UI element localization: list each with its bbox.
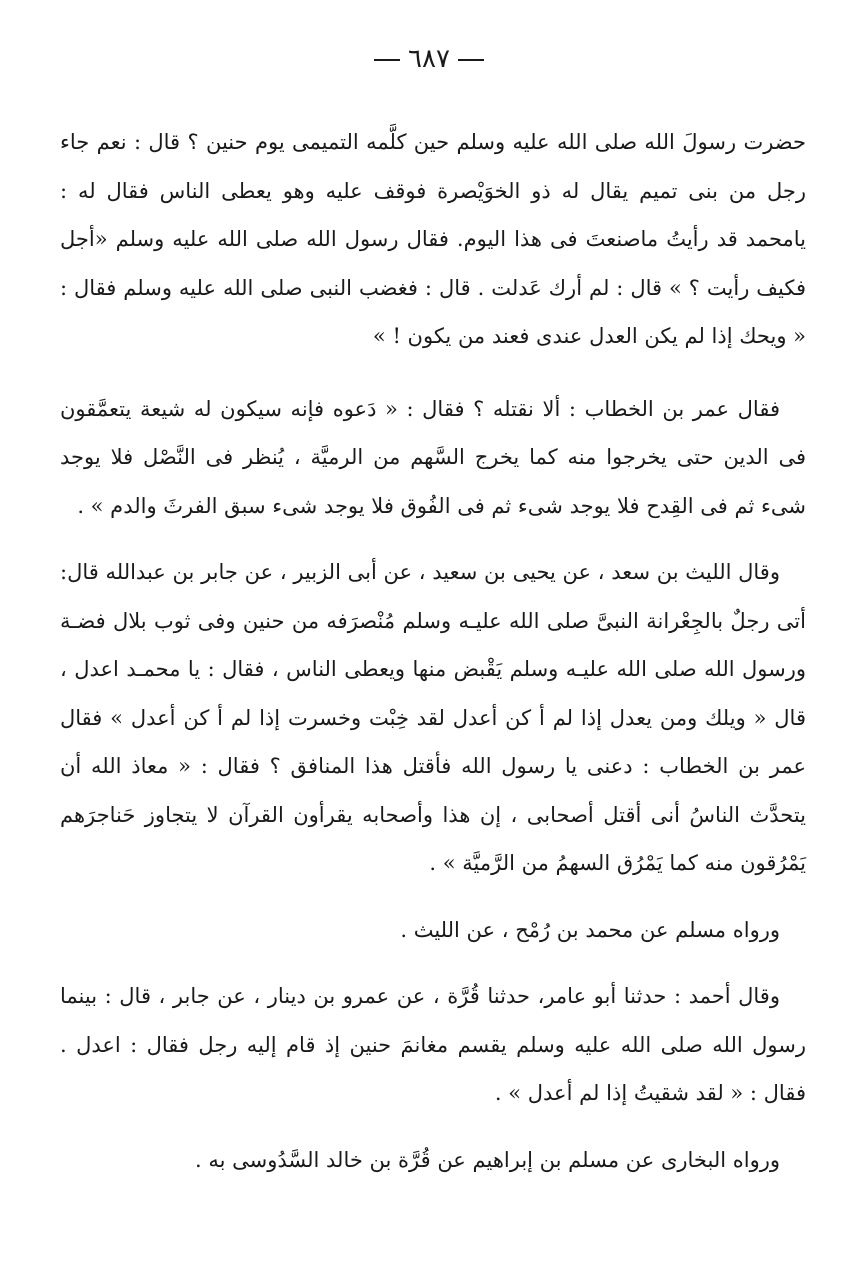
page-number-dash-left <box>374 59 400 61</box>
paragraph-6: ورواه البخارى عن مسلم بن إبراهيم عن قُرَّة بن خالد السَّدُوسى به . <box>195 1147 780 1172</box>
paragraph-3: وقال الليث بن سعد ، عن يحيى بن سعيد ، عن أبى الزبير ، عن جابر بن عبدالله قال: أتى رجلٌ بالجِعْرانة النبىَّ صلى الله عليـه وسلم مُنْصرَفه من حنين وفى ثوب بلال فضـة ورسول الله صلى الله عليـه وسلم يَقْبض منها ويعطى الناس ، فقال : يا محمـد اعدل ، قال « ويلك ومن يعدل إذا لم أ كن أعدل لقد خِبْت وخسرت إذا لم أ كن أعدل » فقال عمر بن الخطاب : دعنى يا رسول الله فأقتل هذا المنافق ؟ فقال : « معاذ الله أن يتحدَّث الناسُ أنى أقتل أصحابى ، إن هذا وأصحابه يقرأون القرآن لا يتجاوز حَناجرَهم يَمْرُقون منه كما يَمْرُق السهمُ من الرَّميَّة » . <box>60 560 806 875</box>
paragraph-spacer <box>60 361 806 385</box>
paragraph-spacer <box>60 888 806 906</box>
paragraph-2: فقال عمر بن الخطاب : ألا نقتله ؟ فقال : « دَعوه فإنه سيكون له شيعة يتعمَّقون فى الدين حتى يخرجوا منه كما يخرج السَّهم من الرميَّة ، يُنظر فى النَّصْل فلا يوجد شىء ثم فى القِدح فلا يوجد شىء ثم فى الفُوق فلا يوجد شىء سبق الفرثَ والدم » . <box>60 396 806 518</box>
paragraph-spacer <box>60 530 806 548</box>
paragraph-5: وقال أحمد : حدثنا أبو عامر، حدثنا قُرَّة ، عن عمرو بن دينار ، عن جابر ، قال : بينما رسول الله صلى الله عليه وسلم يقسم مغانمَ حنين إذ قام إليه رجل فقال : اعدل . فقال : « لقد شقيتُ إذا لم أعدل » . <box>60 984 806 1105</box>
paragraph-spacer <box>60 954 806 972</box>
page-number-dash-right <box>458 59 484 61</box>
page-number <box>0 44 858 74</box>
page-number-value: ٦٨٧ <box>408 44 450 74</box>
paragraph-4: ورواه مسلم عن محمد بن رُمْح ، عن الليث . <box>400 917 780 942</box>
paragraph-1: حضرت رسولَ الله صلى الله عليه وسلم حين كلَّمه التميمى يوم حنين ؟ قال : نعم جاء رجل من بنى تميم يقال له ذو الخوَيْصرة فوقف عليه وهو يعطى الناس فقال له : يامحمد قد رأيتُ ماصنعتَ فى هذا اليوم. فقال رسول الله صلى الله عليه وسلم «أجل فكيف رأيت ؟ » قال : لم أرك عَدلت . قال : فغضب النبى صلى الله عليه وسلم فقال : « ويحك إذا لم يكن العدل عندى فعند من يكون ! » <box>60 130 806 348</box>
page-body <box>60 118 806 1184</box>
paragraph-spacer <box>60 1118 806 1136</box>
